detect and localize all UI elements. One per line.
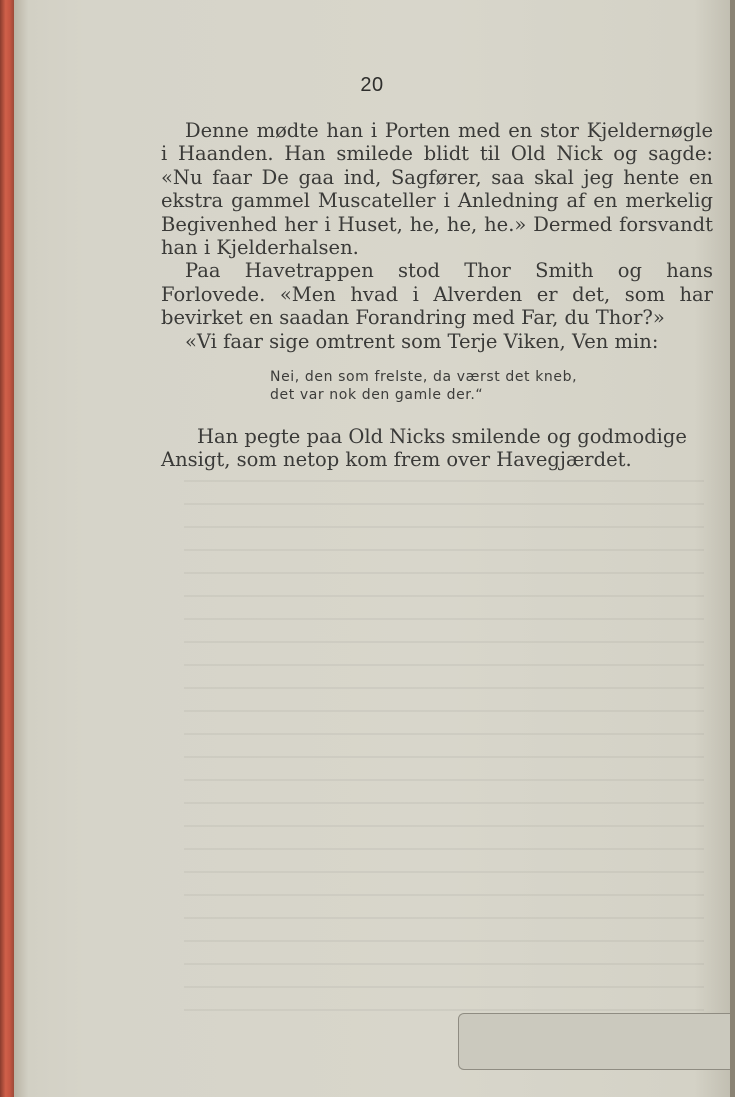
paragraph-3: «Vi faar sige omtrent som Terje Viken, Ven min: bbox=[185, 329, 659, 353]
book-page bbox=[14, 0, 730, 1097]
page-tab-marker bbox=[458, 1013, 731, 1070]
paragraph-closing: Han pegte paa Old Nicks smilende og godmodige Ansigt, som netop kom frem over Havegjærdet. bbox=[161, 425, 687, 472]
book-spine-edge bbox=[0, 0, 14, 1097]
poem-line-2: det var nok den gamle der.“ bbox=[270, 387, 484, 403]
closing-text bbox=[161, 425, 713, 472]
page-right-edge bbox=[730, 0, 735, 1097]
show-through-bleed bbox=[184, 480, 704, 1020]
poem-line-1: Nei, den som frelste, da værst det kneb, bbox=[270, 369, 578, 385]
page-number: 20 bbox=[360, 74, 384, 96]
paragraph-1: Denne mødte han i Porten med en stor Kjeldernøgle i Haanden. Han smilede blidt til Old Nick og sagde: «Nu faar De gaa ind, Sagfører, saa skal jeg hente en ekstra gammel Muscateller i Anledning af en merkelig Begivenhed her i Huset, he, he, he.» Dermed forsvandt han i Kjelderhalsen. bbox=[161, 119, 713, 260]
poem-quote bbox=[270, 368, 577, 404]
body-text bbox=[161, 119, 713, 353]
paragraph-2: Paa Havetrappen stod Thor Smith og hans Forlovede. «Men hvad i Alverden er det, som har bevirket en saadan Forandring med Far, du Thor?» bbox=[161, 259, 713, 330]
